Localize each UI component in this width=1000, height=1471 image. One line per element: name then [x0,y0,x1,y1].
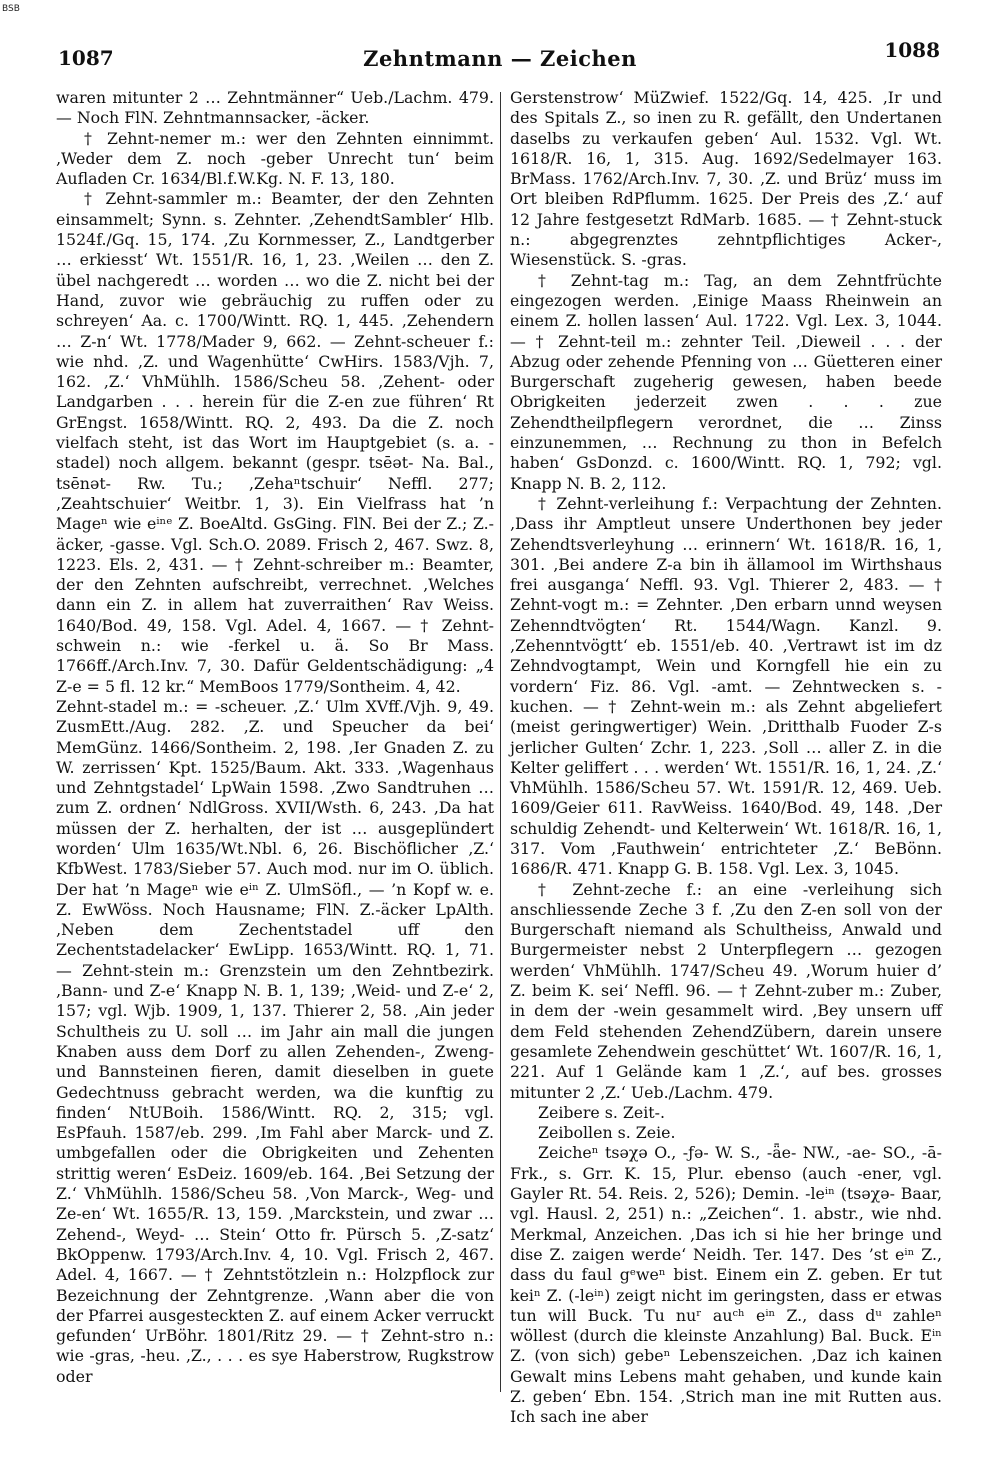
right-paragraph-3: † Zehnt-verleihung f.: Verpachtung der Zehnten. ‚Dass ihr Amptleut unsere Underthonen bey jeder Zehendtsverleyhung … erinnern‘ Wt. 1618/R. 16, 1, 301. ‚Bei andere Z-a bin ih ällamool im Wirthshaus frei ausganga‘ Neffl. 93. Vgl. Thierer 2, 483. — † Zehnt-vogt m.: = Zehnter. ‚Den erbarn unnd weysen Zehenndtvögten‘ Rt. 1544/Wagn. Kanzl. 9. ‚Zehenntvögtt‘ eb. 1551/eb. 40. ‚Vertrawt ist im dz Zehndvogtampt, Wein und Korngfell hie ein zu vordern‘ Fiz. 86. Vgl. -amt. — Zehntwecken s. -kuchen. — † Zehnt-wein m.: als Zehnt abgeliefert (meist geringwertiger) Wein. ‚Dritthalb Fuoder Z-s jerlicher Gulten‘ Zchr. 1, 223. ‚Soll … aller Z. in die Kelter geliffert . . . werden‘ Wt. 1551/R. 16, 1, 24. ‚Z.‘ VhMühlh. 1586/Scheu 57. Wt. 1591/R. 12, 469. Ueb. 1609/Geier 611. RavWeiss. 1640/Bod. 49, 148. ‚Der schuldig Zehendt- und Kelterwein‘ Wt. 1618/R. 16, 1, 317. Vom ‚Fauthwein‘ entrichteter ‚Z.‘ BeBönn. 1686/R. 471. Knapp G. B. 158. Vgl. Lex. 3, 1045. [510,493,942,879]
right-paragraph-7: Zeicheⁿ tsəχə O., -ƒə- W. S., -ǟe- NW., -ae- SO., -ā- Frk., s. Grr. K. 15, Plur. ebenso (auch -ener, vgl. Gayler Rt. 54. Reis. 2, 526); Demin. -leⁱⁿ (tsəχə- Baar, vgl. Hausl. 2, 251) n.: „Zeichen“. 1. abstr., wie nhd. Merkmal, Anzeichen. ‚Das ich si hie her bringe und dise Z. zaigen werde‘ Neidh. Ter. 147. Des ’st eⁱⁿ Z., dass du faul gᵉweⁿ bist. Einem ein Z. geben. Er tut keiⁿ Z. (-leⁱⁿ) zeigt nicht im geringsten, dass er etwas tun will Buck. Tu nuʳ auᶜʰ eⁱⁿ Z., dass dᵘ zahleⁿ wöllest (durch die kleinste Anzahlung) Bal. Buck. Eⁱⁿ Z. (von sich) gebeⁿ Lebenszeichen. ‚Daz ich kainen Gewalt mins Lebens maht gehaben, und kunde kain Z. geben‘ Ebn. 154. ‚Strich man ine mit Rutten aus. Ich sach ine aber [510,1143,942,1427]
right-paragraph-2: † Zehnt-tag m.: Tag, an dem Zehntfrüchte eingezogen werden. ‚Einige Maass Rheinwein an einem Z. hollen lassen‘ Aul. 1722. Vgl. Lex. 3, 1044. — † Zehnt-teil m.: zehnter Teil. ‚Dieweil . . . der Abzug oder zehende Pfenning von … Güetteren einer Burgerschaft zugeherig gewesen, haben beede Obrigkeiten jederzeit zwen . . . zue Zehendtheilpflegern verordnet, die … Zinss einzunemmen, … Rechnung zu thon in Befelch haben‘ GsDonzd. c. 1600/Wintt. RQ. 1, 792; vgl. Knapp N. B. 2, 112. [510,270,942,493]
running-title: Zehntmann — Zeichen [363,46,637,71]
library-stamp: BSB [2,4,20,14]
right-paragraph-1: Gerstenstrow‘ MüZwief. 1522/Gq. 14, 425. ‚Ir und des Spitals Z., so inen zu R. gefällt, den Undertanen daselbs zu verkaufen geben‘ Aul. 1532. Vgl. Wt. 1618/R. 16, 1, 315. Aug. 1692/Sedelmayer 163. BrMass. 1762/Arch.Inv. 7, 30. ‚Z. und Brüz‘ muss im Ort bleiben RdPflumm. 1625. Der Preis des ‚Z.‘ auf 12 Jahre festgesetzt RdMarb. 1685. — † Zehnt-stuck n.: abgegrenztes zehntpflichtiges Acker-, Wiesenstück. S. -gras. [510,88,942,270]
left-paragraph-1: waren mitunter 2 … Zehntmänner“ Ueb./Lachm. 479. — Noch FlN. Zehntmannsacker, -äcker. [56,88,494,128]
page-number-right: 1088 [884,38,940,62]
right-column [510,88,942,1427]
column-divider [500,92,501,1392]
right-paragraph-5: Zeibere s. Zeit-. [538,1102,665,1122]
left-paragraph-4: Zehnt-stadel m.: = -scheuer. ‚Z.‘ Ulm XVff./Vjh. 9, 49. ZusmEtt./Aug. 282. ‚Z. und Speucher da bei‘ MemGünz. 1466/Sontheim. 2, 198. ‚Ier Gnaden Z. zu W. zerrissen‘ Kpt. 1525/Baum. Akt. 333. ‚Wagenhaus und Zehntgstadel‘ LpWain 1598. ‚Zwo Sandtruhen … zum Z. ordnen‘ NdlGross. XVII/Wsth. 6, 243. ‚Da hat müssen der Z. herhalten, der ist … ausgeplündert worden‘ Ulm 1635/Wt.Nbl. 6, 26. Bischöflicher ‚Z.‘ KfbWest. 1783/Sieber 57. Auch mod. nur im O. üblich. Der hat ’n Mageⁿ wie eⁱⁿ Z. UlmSöfl., — ’n Kopf w. e. Z. EwWöss. Noch Hausname; FlN. Z.-äcker LpAlth. ‚Neben dem Zechentstadel uff den Zechentstadelacker‘ EwLipp. 1653/Wintt. RQ. 1, 71. — Zehnt-stein m.: Grenzstein um den Zehntbezirk. ‚Bann- und Z-e‘ Knapp N. B. 1, 139; ‚Weid- und Z-e‘ 2, 157; vgl. Wjb. 1909, 1, 137. Thierer 2, 58. ‚Ain jeder Schultheis zu U. soll … im Jahr ain mall die jungen Knaben auss dem Dorf zu allen Zehenden-, Zweng- und Bannsteinen fieren, damit dieselben in guete Gedechtnuss gebracht werden, wa die kunftig zu finden‘ NtUBoih. 1586/Wintt. RQ. 2, 315; vgl. EsPfauh. 1587/eb. 299. ‚Im Fahl aber Marck- und Z. umbgefallen oder die Obrigkeiten und Zehenten strittig weren‘ EsDeiz. 1609/eb. 164. ‚Bei Setzung der Z.‘ VhMühlh. 1586/Scheu 58. ‚Von Marck-, Weg- und Ze-en‘ Wt. 1655/R. 13, 159. ‚Marckstein, und zwar … Zehend-, Weyd- … Stein‘ Otto fr. Pürsch 5. ‚Z-satz‘ BkOppenw. 1793/Arch.Inv. 4, 10. Vgl. Frisch 2, 467. Adel. 4, 1667. — † Zehntstötzlein n.: Holzpflock zur Bezeichnung der Zehntgrenze. ‚Wann aber die von der Pfarrei ausgesteckten Z. auf einem Acker verruckt gefunden‘ UrBöhr. 1801/Ritz 29. — † Zehnt-stro n.: wie -gras, -heu. ‚Z., . . . es sye Haberstrow, Rugkstrow oder [56,696,494,1386]
page-number-left: 1087 [58,46,114,70]
page-header [0,30,1000,80]
left-column [56,88,494,1403]
right-paragraph-6: Zeibollen s. Zeie. [538,1123,676,1143]
right-paragraph-4: † Zehnt-zeche f.: an eine -verleihung sich anschliessende Zeche 3 f. ‚Zu den Z-en soll von der Burgerschaft niemand als Schultheiss, Anwald und Burgermeister nebst 2 Unterpflegern … gezogen werden‘ VhMühlh. 1747/Scheu 49. ‚Worum huier d’ Z. beim K. sei‘ Neffl. 96. — † Zehnt-zuber m.: Zuber, in dem der -wein gesammelt wird. ‚Bey unsern uff dem Feld stehenden ZehendZübern, darein unsere gesamlete Zehendwein geschüttet‘ Wt. 1607/R. 16, 1, 221. Auf 1 Gelände kam 1 ‚Z.‘, auf bes. grosses mitunter 2 ‚Z.‘ Ueb./Lachm. 479. [510,879,942,1102]
left-paragraph-3: † Zehnt-sammler m.: Beamter, der den Zehnten einsammelt; Synn. s. Zehnter. ‚ZehendtSambler‘ Hlb. 1524f./Gq. 15, 174. ‚Zu Kornmesser, Z., Landtgerber … erkiesst‘ Wt. 1551/R. 16, 1, 23. ‚Weilen … den Z. übel nachgeredt … worden … wo die Z. nicht bei der Hand, zuvor wie gebräuchig zu ruffen oder zu schreyen‘ Aa. c. 1700/Wintt. RQ. 1, 445. ‚Zehendern … Z-n‘ Wt. 1778/Mader 9, 662. — Zehnt-scheuer f.: wie nhd. ‚Z. und Wagenhütte‘ CwHirs. 1583/Vjh. 7, 162. ‚Z.‘ VhMühlh. 1586/Scheu 58. ‚Zehent- oder Landgarben . . . herein für die Z-en zue führen‘ Rt GrEngst. 1658/Wintt. RQ. 2, 493. Da die Z. noch vielfach steht, ist das Wort im Hauptgebiet (s. a. -stadel) noch allgem. bekannt (gespr. tsēət- Na. Bal., tsēnət- Rw. Tu.; ‚Zehaⁿtschuir‘ Neffl. 277; ‚Zeahtschuier‘ Weitbr. 1, 3). Ein Vielfrass hat ’n Mageⁿ wie eⁱⁿᵉ Z. BoeAltd. GsGing. FlN. Bei der Z.; Z.-äcker, -gasse. Vgl. Sch.O. 2089. Frisch 2, 467. Swz. 8, 1223. Els. 2, 431. — † Zehnt-schreiber m.: Beamter, der den Zehnten aufschreibt, verrechnet. ‚Welches dann ein Z. in allem hat zuverraithen‘ Rav Weiss. 1640/Bod. 49, 158. Vgl. Adel. 4, 1667. — † Zehnt-schwein n.: wie -ferkel u. ä. So Br Mass. 1766ff./Arch.Inv. 7, 30. Dafür Geldentschädigung: „4 Z-e = 5 fl. 12 kr.“ MemBoos 1779/Sontheim. 4, 42. [56,189,494,696]
left-paragraph-2: † Zehnt-nemer m.: wer den Zehnten einnimmt. ‚Weder dem Z. noch -geber Unrecht tun‘ beim Aufladen Cr. 1634/Bl.f.W.Kg. N. F. 13, 180. [56,128,494,189]
